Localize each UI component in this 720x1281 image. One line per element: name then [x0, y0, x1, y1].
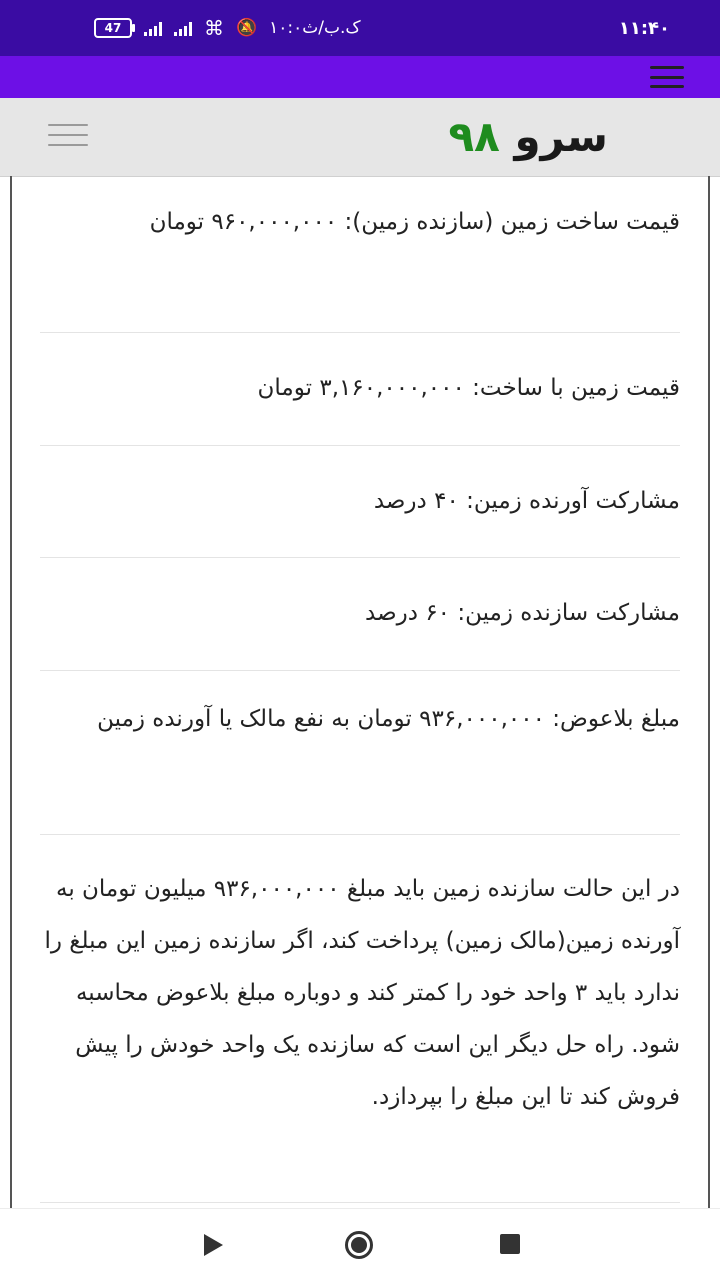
list-item: [40, 176, 680, 333]
signal-icon: [144, 20, 162, 36]
logo-word: سرو: [514, 112, 608, 161]
logo-number: ۹۸: [448, 112, 500, 161]
item-text: قیمت زمین با ساخت: ۳,۱۶۰,۰۰۰,۰۰۰ تومان: [257, 375, 680, 401]
mute-bell-icon: 🔕: [236, 18, 258, 38]
status-bar: [0, 0, 720, 56]
item-text: در این حالت سازنده زمین باید مبلغ ۹۳۶,۰۰۰,۰۰۰ میلیون تومان به آورنده زمین(مالک زمین) پرداخت کند، اگر سازنده زمین این مبلغ را ندارد باید ۳ واحد خود را کمتر کند و دوباره مبلغ بلاعوض محاسبه شود. راه حل دیگر این است که سازنده یک واحد خودش را پیش فروش کند تا این مبلغ را بپردازد.: [44, 876, 680, 1110]
header-menu-icon[interactable]: [48, 124, 88, 146]
site-logo[interactable]: [449, 112, 608, 162]
list-item: [40, 333, 680, 446]
item-text: مشارکت آورنده زمین: ۴۰ درصد: [373, 488, 680, 514]
battery-icon: 47: [94, 18, 132, 38]
list-item: [40, 671, 680, 835]
app-toolbar: [0, 56, 720, 98]
wifi-icon: ⌘: [204, 16, 224, 40]
item-text: قیمت ساخت زمین (سازنده زمین): ۹۶۰,۰۰۰,۰۰۰ تومان: [149, 209, 680, 235]
back-triangle-icon[interactable]: [204, 1234, 223, 1256]
signal-icon-2: [174, 20, 192, 36]
toolbar-menu-icon[interactable]: [650, 66, 684, 88]
article-content: [10, 176, 710, 1208]
item-text: مبلغ بلاعوض: ۹۳۶,۰۰۰,۰۰۰ تومان به نفع مالک یا آورنده زمین: [97, 706, 680, 732]
carrier-text: ۱۰:۰ک.ب/ث: [269, 18, 361, 38]
list-item: [40, 446, 680, 558]
system-nav-bar: [0, 1208, 720, 1281]
item-text: مشارکت سازنده زمین: ۶۰ درصد: [365, 600, 680, 626]
recent-square-icon[interactable]: [500, 1234, 520, 1254]
home-circle-icon[interactable]: [345, 1231, 373, 1259]
list-item: [40, 558, 680, 671]
status-time: ۱۱:۴۰: [618, 18, 670, 39]
status-icons: [94, 16, 361, 40]
site-header: [0, 98, 720, 177]
list-item: [40, 835, 680, 1203]
